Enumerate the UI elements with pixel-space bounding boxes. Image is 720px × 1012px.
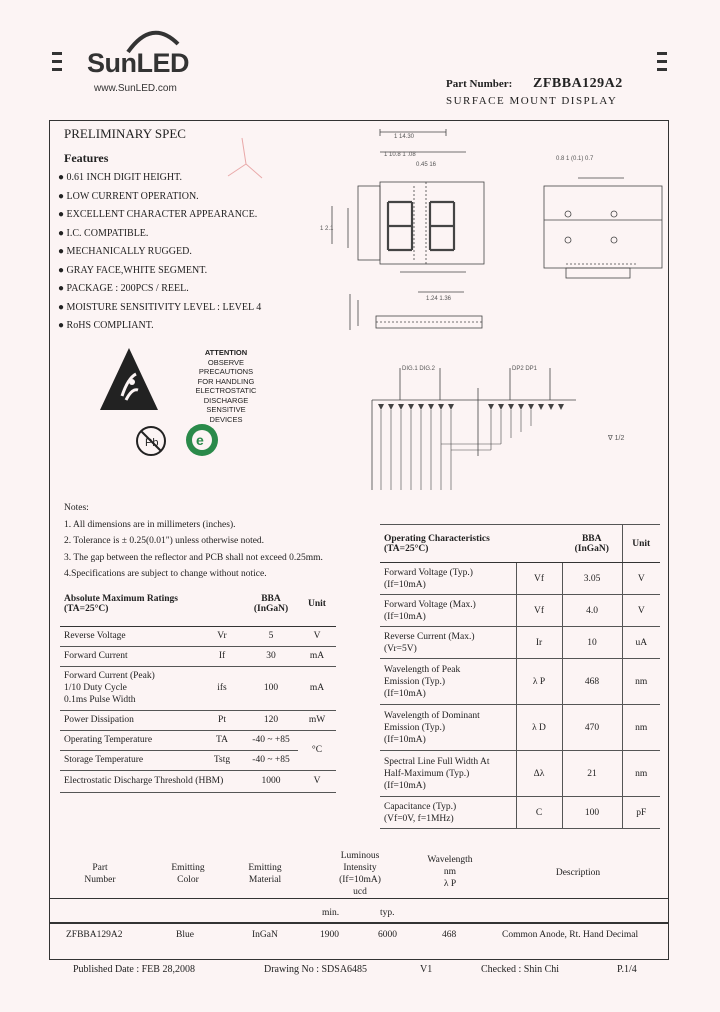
sel-header-luminous: Luminous Intensity (If=10mA) ucd bbox=[339, 851, 381, 897]
feature-item: ● MECHANICALLY RUGGED. bbox=[58, 246, 192, 257]
svg-text:1 14.30: 1 14.30 bbox=[394, 134, 415, 140]
table-row: Capacitance (Typ.) (Vf=0V, f=1MHz) C 100 pF bbox=[380, 797, 660, 829]
sel-row-material: InGaN bbox=[252, 930, 278, 940]
selection-table bbox=[50, 846, 668, 946]
circuit-label-dig: DIG.1 DIG.2 bbox=[402, 366, 436, 372]
feature-item: ● PACKAGE : 200PCS / REEL. bbox=[58, 283, 189, 294]
part-number-value: ZFBBA129A2 bbox=[533, 76, 623, 91]
esd-warning-text: ATTENTION OBSERVE PRECAUTIONS FOR HANDLING ELECTROSTATIC DISCHARGE SENSITIVE DEVICES bbox=[195, 348, 257, 424]
sel-header-material: Emitting Material bbox=[248, 863, 282, 885]
svg-text:0.45 16: 0.45 16 bbox=[416, 162, 437, 168]
op-char-unit-header: Unit bbox=[622, 525, 660, 563]
logo-bars-right bbox=[657, 52, 667, 71]
sel-row-min: 1900 bbox=[320, 930, 339, 940]
op-char-table bbox=[380, 524, 660, 829]
svg-text:1 2.1: 1 2.1 bbox=[320, 226, 334, 232]
table-row: Electrostatic Discharge Threshold (HBM) 1000 V bbox=[60, 770, 336, 792]
op-char-title-cell: Operating Characteristics (TA=25°C) bbox=[380, 525, 516, 563]
sel-row-typ: 6000 bbox=[378, 930, 397, 940]
svg-text:1 10.8 1 .08: 1 10.8 1 .08 bbox=[384, 152, 416, 158]
notes-heading: Notes: bbox=[64, 503, 89, 513]
table-row: Operating Temperature TA -40 ~ +85 °C bbox=[60, 730, 336, 750]
svg-text:e: e bbox=[196, 432, 204, 448]
features-list bbox=[58, 169, 261, 336]
note-item: 2. Tolerance is ± 0.25(0.01") unless otherwise noted. bbox=[64, 536, 265, 546]
logo-bars-left bbox=[52, 52, 62, 71]
circuit-diagram bbox=[370, 360, 640, 500]
op-char-bba-header: BBA (InGaN) bbox=[562, 525, 622, 563]
notes-block bbox=[64, 500, 323, 583]
svg-text:0.8 1 (0.1) 0.7: 0.8 1 (0.1) 0.7 bbox=[556, 156, 594, 162]
feature-item: ● I.C. COMPATIBLE. bbox=[58, 227, 149, 239]
table-row: Forward Voltage (Max.) (If=10mA) Vf 4.0 V bbox=[380, 595, 660, 627]
package-side-drawing bbox=[340, 290, 486, 340]
sel-header-color: Emitting Color bbox=[171, 863, 205, 885]
feature-item: ● 0.61 INCH DIGIT HEIGHT. bbox=[58, 172, 182, 183]
table-row: Reverse Current (Max.) (Vr=5V) Ir 10 uA bbox=[380, 627, 660, 659]
feature-item: ● EXCELLENT CHARACTER APPEARANCE. bbox=[58, 209, 258, 220]
spec-title: PRELIMINARY SPEC bbox=[64, 126, 186, 141]
note-item: 1. All dimensions are in millimeters (inches). bbox=[64, 519, 236, 530]
sel-sub-min: min. bbox=[322, 908, 340, 918]
table-row: Forward Current (Peak) 1/10 Duty Cycle 0.1ms Pulse Width ifs 100 mA bbox=[60, 666, 336, 710]
table-row: Forward Voltage (Typ.) (If=10mA) Vf 3.05 V bbox=[380, 563, 660, 595]
svg-text:1.24 1.36: 1.24 1.36 bbox=[426, 296, 452, 302]
table-row: Wavelength of Dominant Emission (Typ.) (If=10mA) λ D 470 nm bbox=[380, 705, 660, 751]
svg-text:Pb: Pb bbox=[145, 437, 159, 449]
sel-header-wavelength: Wavelength nm λ P bbox=[427, 855, 473, 889]
feature-item: ● RoHS COMPLIANT. bbox=[58, 320, 154, 331]
package-end-drawing bbox=[540, 148, 664, 288]
footer-checked: Checked : Shin Chi bbox=[481, 964, 560, 975]
feature-item: ● LOW CURRENT OPERATION. bbox=[58, 190, 199, 202]
table-row: Storage Temperature Tstg -40 ~ +85 bbox=[60, 750, 336, 770]
sel-row-color: Blue bbox=[176, 930, 194, 940]
esd-warning-icon bbox=[98, 346, 160, 412]
sel-row-description: Common Anode, Rt. Hand Decimal bbox=[502, 930, 639, 940]
features-heading: Features bbox=[64, 151, 109, 165]
abs-max-table bbox=[60, 582, 336, 793]
feature-item: ● MOISTURE SENSITIVITY LEVEL : LEVEL 4 bbox=[58, 301, 262, 313]
circuit-label-dp: DP2 DP1 bbox=[512, 366, 538, 372]
footer-version: V1 bbox=[420, 964, 433, 975]
table-row: Power Dissipation Pt 120 mW bbox=[60, 710, 336, 730]
part-number-label: Part Number: bbox=[446, 78, 513, 90]
pb-free-icon bbox=[134, 424, 168, 458]
note-item: 4.Specifications are subject to change without notice. bbox=[64, 569, 267, 579]
footer-drawing: Drawing No : SDSA6485 bbox=[264, 964, 368, 975]
abs-max-title-cell: Absolute Maximum Ratings (TA=25°C) bbox=[60, 582, 200, 626]
pink-signature-mark bbox=[222, 134, 266, 182]
sel-header-part: Part Number bbox=[84, 863, 116, 885]
header-subtitle: SURFACE MOUNT DISPLAY bbox=[446, 95, 618, 107]
abs-max-bba-header: BBA (InGaN) bbox=[244, 582, 298, 626]
feature-item: ● GRAY FACE,WHITE SEGMENT. bbox=[58, 264, 208, 276]
sel-row-part: ZFBBA129A2 bbox=[66, 930, 123, 940]
footer-page: P.1/4 bbox=[617, 964, 637, 975]
table-row: Forward Current If 30 mA bbox=[60, 646, 336, 666]
footer-published: Published Date : FEB 28,2008 bbox=[73, 964, 195, 975]
e-recycle-icon bbox=[184, 422, 220, 458]
sel-header-description: Description bbox=[555, 868, 601, 878]
sel-sub-typ: typ. bbox=[380, 908, 395, 918]
brand-logo: SunLED bbox=[87, 48, 189, 78]
circuit-label-pin: ∇ 1/2 bbox=[608, 435, 625, 442]
table-row: Spectral Line Full Width At Half-Maximum (Typ.) (If=10mA) Δλ 21 nm bbox=[380, 751, 660, 797]
brand-website[interactable]: www.SunLED.com bbox=[94, 83, 177, 94]
table-row: Wavelength of Peak Emission (Typ.) (If=10mA) λ P 468 nm bbox=[380, 659, 660, 705]
sel-row-wave: 468 bbox=[442, 930, 457, 940]
note-item: 3. The gap between the reflector and PCB shall not exceed 0.25mm. bbox=[64, 552, 323, 563]
abs-max-unit-header: Unit bbox=[298, 582, 336, 626]
package-front-drawing bbox=[318, 126, 490, 306]
table-row: Reverse Voltage Vr 5 V bbox=[60, 626, 336, 646]
